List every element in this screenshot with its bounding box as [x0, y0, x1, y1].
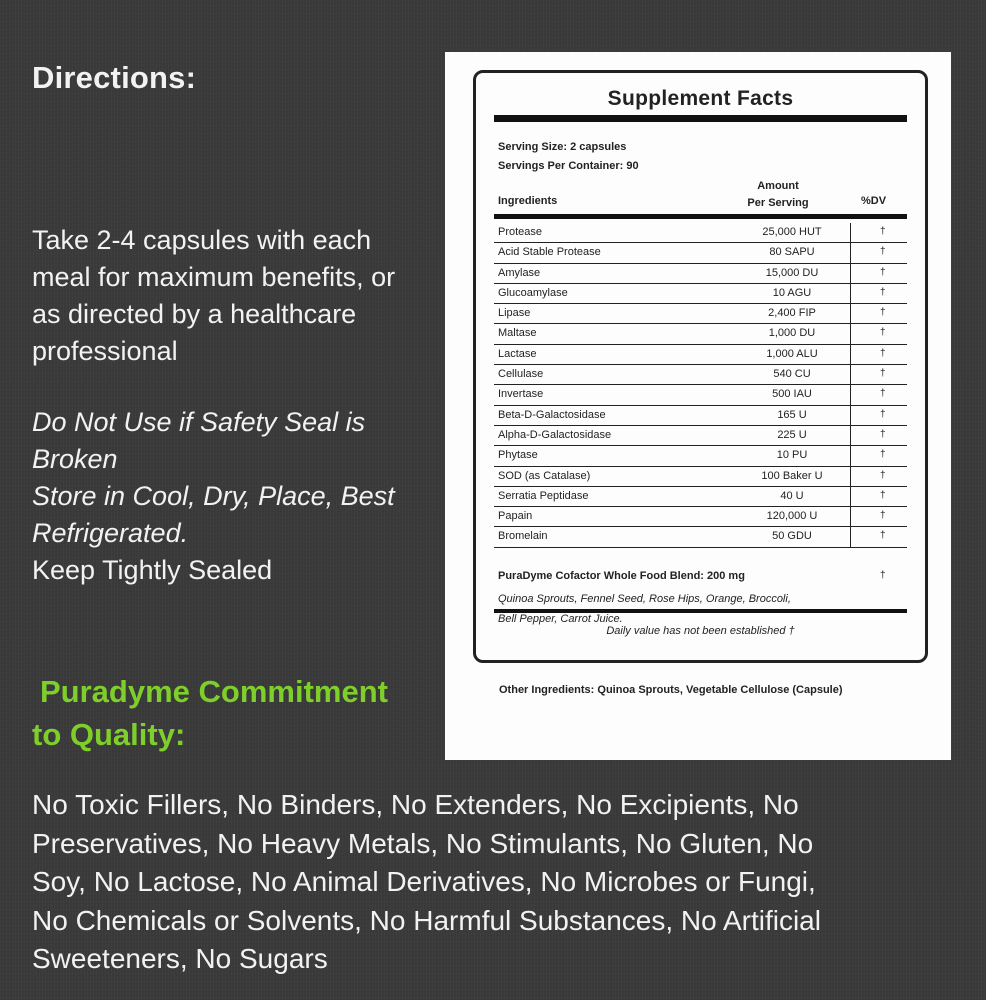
ingredient-name: Cellulase: [498, 368, 544, 381]
ingredient-amount: 1,000 DU: [768, 327, 816, 340]
column-header-amount-line: Per Serving: [747, 197, 809, 209]
storage-line: Broken: [32, 444, 118, 474]
ingredient-dv: †: [880, 226, 886, 237]
commitment-line: No Toxic Fillers, No Binders, No Extenders, No Excipients, No: [32, 789, 799, 820]
ingredient-name: Glucoamylase: [498, 286, 568, 299]
ingredient-amount: 10 AGU: [772, 286, 812, 299]
ingredient-amount: 2,400 FIP: [768, 307, 816, 320]
ingredient-dv: †: [880, 530, 886, 542]
directions-heading: Directions:: [32, 60, 197, 95]
ingredient-row: [494, 243, 907, 263]
cofactor-blend: PuraDyme Cofactor Whole Food Blend: 200 mg: [498, 570, 745, 582]
ingredient-dv: †: [880, 408, 886, 420]
ingredient-amount: 100 Baker U: [761, 469, 823, 482]
commitment-line: Sweeteners, No Sugars: [32, 943, 328, 974]
column-header-amount: [738, 178, 818, 212]
column-header-amount-line: Amount: [757, 180, 799, 192]
directions-text: [32, 222, 452, 370]
commitment-list: [32, 786, 972, 979]
ingredient-dv: †: [880, 469, 886, 481]
supplement-facts-panel: [473, 70, 928, 663]
ingredient-name: Invertase: [498, 388, 544, 401]
column-header-dv: %DV: [861, 195, 887, 207]
ingredient-name: Protease: [498, 226, 543, 238]
ingredient-dv: †: [880, 428, 886, 440]
ingredient-amount: 50 GDU: [772, 530, 812, 543]
storage-line: Store in Cool, Dry, Place, Best: [32, 481, 395, 511]
ingredient-name: Maltase: [498, 327, 537, 340]
ingredient-dv: †: [880, 266, 886, 278]
ingredient-amount: 25,000 HUT: [762, 226, 822, 238]
ingredient-amount: 15,000 DU: [765, 266, 819, 279]
ingredient-name: Lactase: [498, 347, 537, 360]
ingredient-name: Beta-D-Galactosidase: [498, 408, 606, 421]
column-header-ingredients: Ingredients: [498, 195, 558, 207]
ingredient-dv: †: [880, 388, 886, 400]
ingredient-amount: 540 CU: [773, 368, 811, 381]
ingredient-name: Bromelain: [498, 530, 548, 543]
ingredient-row: [494, 223, 907, 243]
ingredient-amount: 120,000 U: [766, 510, 818, 523]
commitment-line: Soy, No Lactose, No Animal Derivatives, No Microbes or Fungi,: [32, 866, 816, 897]
ingredient-amount: 165 U: [777, 408, 807, 421]
ingredient-name: Amylase: [498, 266, 541, 279]
ingredient-row: [494, 527, 907, 547]
supplement-facts-title: Supplement Facts: [607, 87, 794, 110]
ingredient-name: Acid Stable Protease: [498, 246, 601, 259]
other-ingredients: Other Ingredients: Quinoa Sprouts, Vegetable Cellulose (Capsule): [499, 684, 843, 696]
ingredient-row: [494, 426, 907, 446]
ingredient-amount: 40 U: [780, 489, 804, 502]
daily-value-note: Daily value has not been established †: [606, 625, 795, 637]
ingredient-dv: †: [880, 327, 886, 339]
ingredient-amount: 1,000 ALU: [766, 347, 818, 360]
ingredient-row: [494, 365, 907, 385]
ingredient-row: [494, 324, 907, 344]
commitment-line: Preservatives, No Heavy Metals, No Stimulants, No Gluten, No: [32, 827, 814, 859]
commitment-heading: [32, 670, 388, 756]
ingredient-name: Lipase: [498, 307, 531, 320]
ingredient-dv: †: [880, 286, 886, 298]
supplement-label-card: [445, 52, 951, 760]
ingredient-row: [494, 284, 907, 304]
directions-line: Take 2-4 capsules with each: [32, 225, 372, 255]
ingredient-dv: †: [880, 347, 886, 359]
ingredient-row: [494, 345, 907, 365]
ingredient-amount: 10 PU: [776, 449, 808, 462]
ingredient-row: [494, 406, 907, 426]
ingredient-dv: †: [880, 449, 886, 461]
directions-line: professional: [32, 336, 178, 366]
servings-per-container: Servings Per Container: 90: [498, 160, 639, 172]
ingredient-row: [494, 304, 907, 324]
ingredient-table: [494, 223, 907, 548]
ingredient-row: [494, 487, 907, 507]
directions-line: as directed by a healthcare: [32, 299, 357, 329]
ingredient-dv: †: [880, 307, 886, 319]
storage-line: Do Not Use if Safety Seal is: [32, 407, 366, 437]
ingredient-row: [494, 507, 907, 527]
footer-rule: [494, 609, 907, 613]
commitment-line: No Chemicals or Solvents, No Harmful Substances, No Artificial: [32, 904, 821, 936]
ingredient-amount: 80 SAPU: [769, 246, 815, 259]
commitment-heading-line: Puradyme Commitment: [40, 674, 388, 709]
ingredient-name: Phytase: [498, 449, 538, 462]
directions-line: meal for maximum benefits, or: [32, 262, 396, 292]
commitment-heading-line: to Quality:: [32, 717, 186, 752]
blend-desc-line: Quinoa Sprouts, Fennel Seed, Rose Hips, Orange, Broccoli,: [498, 593, 791, 605]
ingredient-dv: †: [880, 246, 886, 258]
ingredient-dv: †: [880, 489, 886, 501]
title-rule: [494, 115, 907, 122]
ingredient-amount: 225 U: [777, 428, 807, 441]
ingredient-dv: †: [880, 368, 886, 380]
ingredient-name: SOD (as Catalase): [498, 469, 591, 482]
ingredient-name: Papain: [498, 510, 533, 523]
storage-line: Refrigerated.: [32, 518, 189, 548]
ingredient-name: Alpha-D-Galactosidase: [498, 428, 612, 441]
storage-warnings: [32, 404, 452, 589]
ingredient-row: [494, 446, 907, 466]
storage-line-sealed: Keep Tightly Sealed: [32, 555, 273, 585]
blend-desc-line: Bell Pepper, Carrot Juice.: [498, 613, 623, 625]
ingredient-amount: 500 IAU: [772, 388, 812, 401]
serving-size: Serving Size: 2 capsules: [498, 141, 627, 153]
ingredient-row: [494, 264, 907, 284]
ingredient-dv: †: [880, 510, 886, 522]
ingredient-name: Serratia Peptidase: [498, 489, 589, 502]
ingredient-row: [494, 385, 907, 405]
header-rule: [494, 214, 907, 219]
ingredient-row: [494, 467, 907, 487]
cofactor-blend-dv: †: [880, 570, 886, 581]
